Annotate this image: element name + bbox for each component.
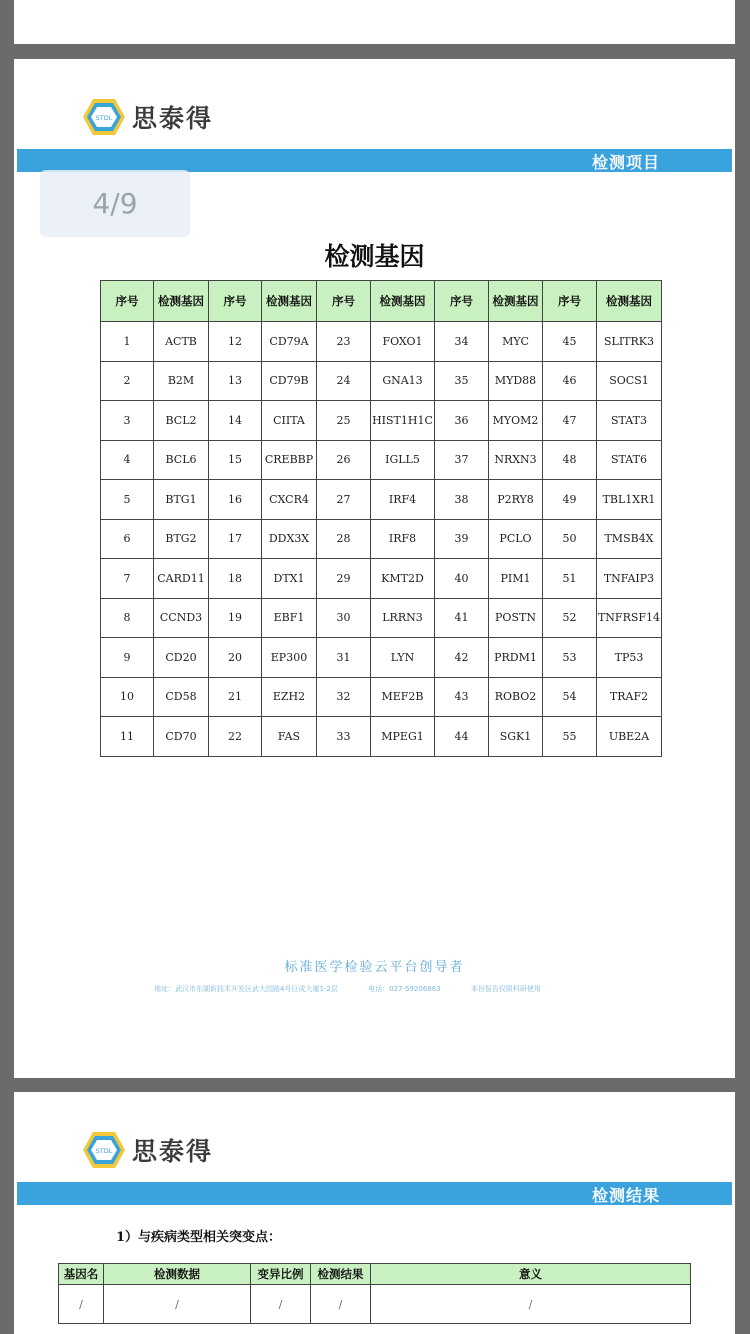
gene-cell: TNFAIP3 (597, 559, 662, 599)
index-cell: 37 (435, 440, 489, 480)
index-cell: 16 (209, 480, 262, 520)
gene-cell: IRF4 (371, 480, 435, 520)
gene-cell: CD70 (154, 717, 209, 757)
column-header: 检测基因 (154, 281, 209, 322)
index-cell: 26 (317, 440, 371, 480)
index-cell: 39 (435, 519, 489, 559)
brand-name: 思泰得 (132, 1137, 214, 1166)
gene-cell: ROBO2 (489, 677, 543, 717)
table-cell: / (311, 1285, 371, 1324)
gene-cell: MYOM2 (489, 401, 543, 441)
gene-cell: KMT2D (371, 559, 435, 599)
index-cell: 45 (543, 322, 597, 362)
index-cell: 14 (209, 401, 262, 441)
gene-cell: B2M (154, 361, 209, 401)
index-cell: 32 (317, 677, 371, 717)
gene-cell: SOCS1 (597, 361, 662, 401)
gene-cell: IGLL5 (371, 440, 435, 480)
index-cell: 50 (543, 519, 597, 559)
section-band-next (17, 1182, 732, 1205)
column-header: 检测基因 (262, 281, 317, 322)
gene-cell: TMSB4X (597, 519, 662, 559)
table-row (101, 638, 662, 678)
brand-logo (82, 97, 213, 137)
column-header: 序号 (543, 281, 597, 322)
index-cell: 6 (101, 519, 154, 559)
gene-cell: BTG1 (154, 480, 209, 520)
gene-cell: POSTN (489, 598, 543, 638)
table-row (101, 559, 662, 599)
table-row (101, 677, 662, 717)
gene-cell: FAS (262, 717, 317, 757)
gene-cell: EP300 (262, 638, 317, 678)
column-header: 检测结果 (311, 1264, 371, 1285)
index-cell: 52 (543, 598, 597, 638)
band-title: 检测项目 (591, 153, 660, 172)
brand-hexagon-icon (82, 1130, 126, 1170)
gene-cell: CIITA (262, 401, 317, 441)
column-header: 意义 (371, 1264, 691, 1285)
column-header: 序号 (317, 281, 371, 322)
index-cell: 2 (101, 361, 154, 401)
gene-cell: FOXO1 (371, 322, 435, 362)
column-header: 序号 (209, 281, 262, 322)
gene-cell: EZH2 (262, 677, 317, 717)
footer-info (154, 984, 569, 994)
index-cell: 10 (101, 677, 154, 717)
index-cell: 19 (209, 598, 262, 638)
footer-address: 地址：武汉市东湖新技术开发区武大园路4号巨成大厦1-2层 (154, 985, 338, 993)
index-cell: 29 (317, 559, 371, 599)
gene-cell: CD20 (154, 638, 209, 678)
previous-page (14, 0, 735, 44)
brand-hexagon-icon (82, 97, 126, 137)
index-cell: 12 (209, 322, 262, 362)
gene-cell: CREBBP (262, 440, 317, 480)
column-header: 检测基因 (489, 281, 543, 322)
index-cell: 47 (543, 401, 597, 441)
index-cell: 48 (543, 440, 597, 480)
table-row (101, 322, 662, 362)
table-row (101, 598, 662, 638)
table-row (101, 440, 662, 480)
section-title: 1）与疾病类型相关突变点： (116, 1230, 282, 1245)
index-cell: 35 (435, 361, 489, 401)
column-header: 序号 (435, 281, 489, 322)
index-cell: 4 (101, 440, 154, 480)
gene-cell: NRXN3 (489, 440, 543, 480)
index-cell: 7 (101, 559, 154, 599)
index-cell: 53 (543, 638, 597, 678)
index-cell: 9 (101, 638, 154, 678)
index-cell: 31 (317, 638, 371, 678)
gene-cell: TNFRSF14 (597, 598, 662, 638)
gene-cell: PIM1 (489, 559, 543, 599)
gene-cell: UBE2A (597, 717, 662, 757)
footer-phone: 电话：027-59206863 (368, 985, 441, 993)
gene-cell: CD79B (262, 361, 317, 401)
gene-cell: TBL1XR1 (597, 480, 662, 520)
gene-cell: EBF1 (262, 598, 317, 638)
gene-cell: ACTB (154, 322, 209, 362)
table-row (101, 361, 662, 401)
index-cell: 43 (435, 677, 489, 717)
index-cell: 49 (543, 480, 597, 520)
gene-cell: PCLO (489, 519, 543, 559)
table-row (101, 519, 662, 559)
gene-cell: TP53 (597, 638, 662, 678)
column-header: 序号 (101, 281, 154, 322)
index-cell: 3 (101, 401, 154, 441)
column-header: 检测数据 (104, 1264, 251, 1285)
gene-cell: BCL2 (154, 401, 209, 441)
table-row (101, 717, 662, 757)
gene-cell: GNA13 (371, 361, 435, 401)
table-cell: / (59, 1285, 104, 1324)
gene-cell: CXCR4 (262, 480, 317, 520)
table-cell: / (251, 1285, 311, 1324)
index-cell: 20 (209, 638, 262, 678)
gene-cell: PRDM1 (489, 638, 543, 678)
index-cell: 24 (317, 361, 371, 401)
index-cell: 40 (435, 559, 489, 599)
gene-cell: CD79A (262, 322, 317, 362)
index-cell: 36 (435, 401, 489, 441)
band-title-next: 检测结果 (591, 1186, 660, 1205)
table-row (101, 401, 662, 441)
index-cell: 54 (543, 677, 597, 717)
gene-cell: SGK1 (489, 717, 543, 757)
index-cell: 21 (209, 677, 262, 717)
gene-cell: IRF8 (371, 519, 435, 559)
column-header: 检测基因 (371, 281, 435, 322)
gene-cell: BTG2 (154, 519, 209, 559)
table-row (59, 1285, 691, 1324)
gene-cell: MYD88 (489, 361, 543, 401)
index-cell: 34 (435, 322, 489, 362)
gene-cell: STAT3 (597, 401, 662, 441)
gene-cell: STAT6 (597, 440, 662, 480)
gene-cell: BCL6 (154, 440, 209, 480)
page-indicator: 4/9 (40, 170, 190, 237)
gene-cell: CARD11 (154, 559, 209, 599)
column-header: 基因名 (59, 1264, 104, 1285)
gene-cell: MEF2B (371, 677, 435, 717)
gene-cell: HIST1H1C (371, 401, 435, 441)
index-cell: 28 (317, 519, 371, 559)
gene-cell: MPEG1 (371, 717, 435, 757)
page-title: 检测基因 (324, 242, 425, 271)
index-cell: 17 (209, 519, 262, 559)
footer-slogan: 标准医学检验云平台创导者 (284, 960, 465, 975)
index-cell: 46 (543, 361, 597, 401)
table-row (101, 480, 662, 520)
index-cell: 13 (209, 361, 262, 401)
gene-table (100, 280, 662, 757)
gene-cell: P2RY8 (489, 480, 543, 520)
results-table (58, 1263, 691, 1324)
gene-cell: DDX3X (262, 519, 317, 559)
gene-cell: LRRN3 (371, 598, 435, 638)
index-cell: 42 (435, 638, 489, 678)
index-cell: 8 (101, 598, 154, 638)
column-header: 变异比例 (251, 1264, 311, 1285)
gene-cell: LYN (371, 638, 435, 678)
index-cell: 41 (435, 598, 489, 638)
column-header: 检测基因 (597, 281, 662, 322)
table-cell: / (104, 1285, 251, 1324)
gene-cell: SLITRK3 (597, 322, 662, 362)
index-cell: 11 (101, 717, 154, 757)
brand-logo-next (82, 1130, 213, 1170)
results-table-header (59, 1264, 691, 1285)
gene-cell: MYC (489, 322, 543, 362)
index-cell: 25 (317, 401, 371, 441)
svg-text:STDL: STDL (95, 1147, 113, 1155)
brand-name: 思泰得 (132, 104, 214, 133)
index-cell: 51 (543, 559, 597, 599)
index-cell: 30 (317, 598, 371, 638)
index-cell: 22 (209, 717, 262, 757)
index-cell: 27 (317, 480, 371, 520)
section-band (17, 149, 732, 172)
gene-table-header (101, 281, 662, 322)
index-cell: 23 (317, 322, 371, 362)
index-cell: 38 (435, 480, 489, 520)
index-cell: 44 (435, 717, 489, 757)
index-cell: 18 (209, 559, 262, 599)
footer-note: 本份报告仅限科研使用 (470, 985, 541, 993)
index-cell: 33 (317, 717, 371, 757)
gene-cell: DTX1 (262, 559, 317, 599)
index-cell: 55 (543, 717, 597, 757)
report-page-next (14, 1092, 735, 1334)
gene-cell: CD58 (154, 677, 209, 717)
svg-text:STDL: STDL (95, 114, 113, 122)
gene-cell: CCND3 (154, 598, 209, 638)
index-cell: 15 (209, 440, 262, 480)
index-cell: 5 (101, 480, 154, 520)
table-cell: / (371, 1285, 691, 1324)
gene-cell: TRAF2 (597, 677, 662, 717)
index-cell: 1 (101, 322, 154, 362)
